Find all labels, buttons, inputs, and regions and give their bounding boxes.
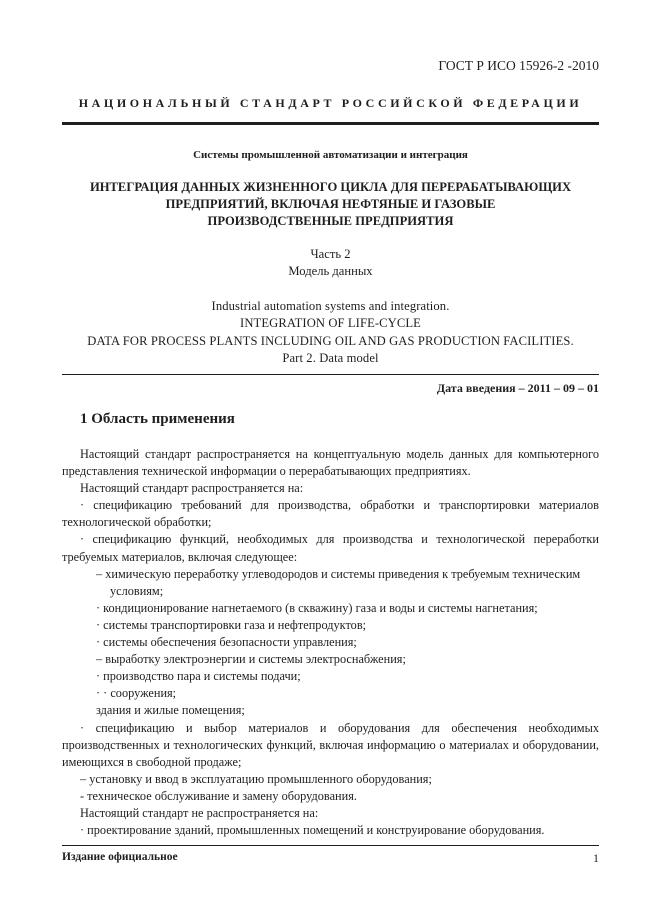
section-body xyxy=(62,446,599,839)
paragraph: Настоящий стандарт распространяется на: xyxy=(80,481,304,496)
page-number: 1 xyxy=(593,851,599,865)
standard-code: ГОСТ Р ИСО 15926-2 -2010 xyxy=(438,58,599,73)
list-item: · спецификацию функций, необходимых для производства и технологической переработки требуемых материалов, включая следующее: xyxy=(62,532,599,564)
part-block xyxy=(40,246,621,280)
sub-list-item: · · сооружения; xyxy=(96,686,177,701)
sub-list-item: · системы транспортировки газа и нефтепродуктов; xyxy=(96,617,367,632)
english-title-line: DATA FOR PROCESS PLANTS INCLUDING OIL AND GAS PRODUCTION FACILITIES. xyxy=(87,333,574,348)
list-item: – установку и ввод в эксплуатацию промышленного оборудования; xyxy=(80,771,432,786)
edition-label: Издание официальное xyxy=(62,851,178,863)
english-title-line: Part 2. Data model xyxy=(282,350,379,365)
english-title-line: Industrial automation systems and integration. xyxy=(211,299,450,313)
sub-list-item: · производство пара и системы подачи; xyxy=(96,669,301,684)
list-item: · спецификацию и выбор материалов и оборудования для обеспечения необходимых производственных и технологических функций, включая информацию о материалах и оборудовании, имеющихся в свободной продаже; xyxy=(62,720,599,769)
footer-rule xyxy=(62,845,599,846)
sub-list-item: – химическую переработку углеводородов и системы приведения к требуемым техническим условиям; xyxy=(96,566,581,598)
document-title xyxy=(40,179,621,230)
part-name: Модель данных xyxy=(288,264,373,278)
introduction-date: Дата введения – 2011 – 09 – 01 xyxy=(436,381,599,395)
sub-list-item: здания и жилые помещения; xyxy=(96,703,245,718)
section-heading: 1 Область применения xyxy=(80,411,235,427)
title-line: ИНТЕГРАЦИЯ ДАННЫХ ЖИЗНЕННОГО ЦИКЛА ДЛЯ ПЕРЕРАБАТЫВАЮЩИХ xyxy=(89,180,572,194)
part-number: Часть 2 xyxy=(310,247,351,261)
paragraph: Настоящий стандарт распространяется на концептуальную модель данных для компьютерного представления технической информации о перерабатывающих предприятиях. xyxy=(62,447,599,479)
subject-line: Системы промышленной автоматизации и интеграция xyxy=(193,149,468,161)
title-rule xyxy=(62,374,599,375)
list-item: · спецификацию требований для производства, обработки и транспортировки материалов технологической обработки; xyxy=(62,498,599,530)
national-standard-heading: НАЦИОНАЛЬНЫЙ СТАНДАРТ РОССИЙСКОЙ ФЕДЕРАЦИИ xyxy=(78,96,583,110)
paragraph: Настоящий стандарт не распространяется на: xyxy=(80,805,319,820)
english-title-line: INTEGRATION OF LIFE-CYCLE xyxy=(240,316,421,331)
header-rule xyxy=(62,122,599,125)
sub-list-item: – выработку электроэнергии и системы электроснабжения; xyxy=(96,652,406,667)
title-line: ПРЕДПРИЯТИЙ, ВКЛЮЧАЯ НЕФТЯНЫЕ И ГАЗОВЫЕ xyxy=(165,197,496,211)
sub-list-item: · кондиционирование нагнетаемого (в скважину) газа и воды и системы нагнетания; xyxy=(96,600,538,615)
title-line: ПРОИЗВОДСТВЕННЫЕ ПРЕДПРИЯТИЯ xyxy=(207,214,454,228)
list-item: · проектирование зданий, промышленных помещений и конструирование оборудования. xyxy=(80,823,545,838)
sub-list-item: · системы обеспечения безопасности управления; xyxy=(96,635,357,650)
english-title xyxy=(40,298,621,367)
list-item: - техническое обслуживание и замену оборудования. xyxy=(80,788,357,803)
